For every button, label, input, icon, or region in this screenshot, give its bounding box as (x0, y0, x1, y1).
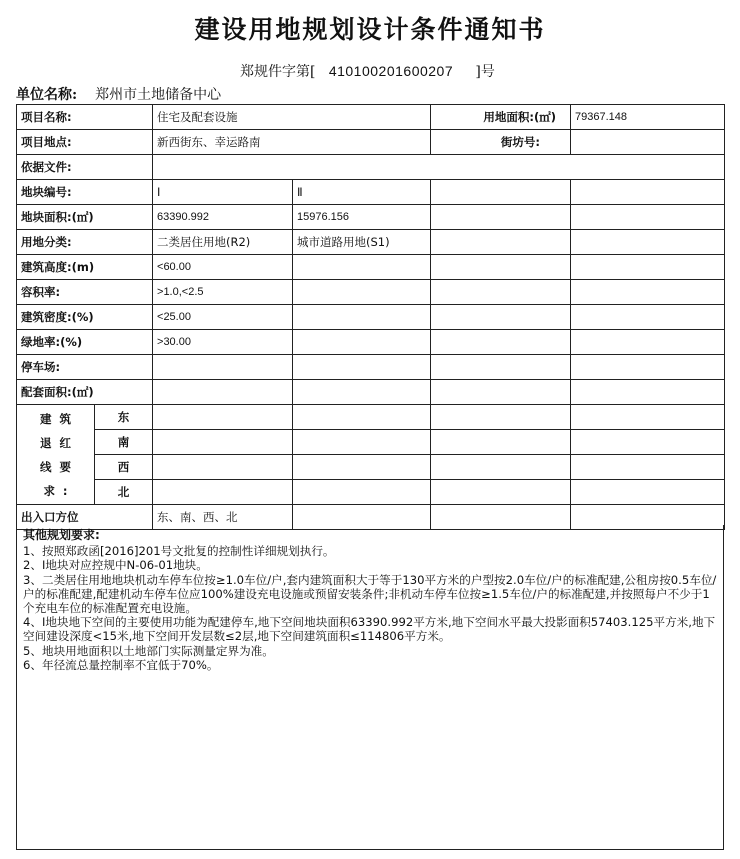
empty-cell (431, 305, 571, 330)
green-label: 绿地率:(%) (17, 330, 153, 355)
setback-label-line: 退红 (40, 435, 79, 450)
empty-cell (153, 355, 293, 380)
parcel-area-2: 15976.156 (293, 205, 431, 230)
requirement-item: 6、年径流总量控制率不宜低于70%。 (23, 657, 219, 672)
parcel-area-1: 63390.992 (153, 205, 293, 230)
basis-docs-value (153, 155, 725, 180)
empty-cell (293, 305, 431, 330)
empty-cell (571, 380, 725, 405)
project-name-value: 住宅及配套设施 (153, 105, 431, 130)
table-row (17, 205, 725, 230)
parcel-number-label: 地块编号: (17, 180, 153, 205)
empty-cell (571, 455, 725, 480)
empty-cell (431, 405, 571, 430)
land-area-label: 用地面积:(㎡) (431, 105, 571, 130)
parcel-number-1: Ⅰ (153, 180, 293, 205)
entrance-value: 东、南、西、北 (153, 505, 293, 530)
parcel-area-label: 地块面积:(㎡) (17, 205, 153, 230)
density-value: <25.00 (153, 305, 293, 330)
other-requirements-heading: 其他规划要求: (23, 528, 100, 542)
empty-cell (293, 355, 431, 380)
unit-name-line (16, 84, 221, 104)
empty-cell (431, 355, 571, 380)
land-class-label: 用地分类: (17, 230, 153, 255)
table-row (17, 480, 725, 505)
table-row (17, 130, 725, 155)
table-row (17, 430, 725, 455)
table-row (17, 255, 725, 280)
parcel-number-2: Ⅱ (293, 180, 431, 205)
empty-cell (293, 280, 431, 305)
far-value: >1.0,<2.5 (153, 280, 293, 305)
empty-cell (431, 380, 571, 405)
other-requirements (16, 525, 724, 850)
table-row (17, 280, 725, 305)
planning-conditions-table (16, 104, 725, 530)
empty-cell (293, 380, 431, 405)
requirement-item: 1、按照郑政函[2016]201号文批复的控制性详细规划执行。 (23, 544, 335, 559)
empty-cell (571, 280, 725, 305)
empty-cell (431, 205, 571, 230)
document-title: 建设用地规划设计条件通知书 (194, 15, 546, 44)
requirement-item: 4、Ⅰ地块地下空间的主要使用功能为配建停车,地下空间地块面积63390.992平方米,地下空间水平最大投影面积57403.125平方米,地下空间建设深度<15米,地下空间开发层数≤2层,地下空间建筑面积≤114806平方米。 (23, 615, 716, 644)
project-name-label: 项目名称: (17, 105, 153, 130)
empty-cell (293, 405, 431, 430)
empty-cell (571, 205, 725, 230)
setback-label-line: 求: (43, 483, 76, 498)
empty-cell (293, 455, 431, 480)
empty-cell (431, 180, 571, 205)
setback-west: 西 (95, 455, 153, 480)
street-no-label: 街坊号: (431, 130, 571, 155)
street-no-value (571, 130, 725, 155)
empty-cell (293, 255, 431, 280)
support-area-label: 配套面积:(㎡) (17, 380, 153, 405)
table-row (17, 305, 725, 330)
land-area-value: 79367.148 (571, 105, 725, 130)
empty-cell (431, 430, 571, 455)
empty-cell (431, 280, 571, 305)
setback-north: 北 (95, 480, 153, 505)
setback-south: 南 (95, 430, 153, 455)
requirement-item: 3、二类居住用地地块机动车停车位按≥1.0车位/户,套内建筑面积大于等于130平方米的户型按2.0车位/户的标准配建,公租房按0.5车位/户的标准配建,配建机动车停车位应100%建设充电设施或预留安装条件;非机动车停车位按≥1.5车位/户的标准配建,并按照每户不少于1个充电车位的标准配置充电设施。 (23, 572, 717, 616)
unit-label: 单位名称: (16, 87, 78, 103)
empty-cell (431, 455, 571, 480)
empty-cell (571, 305, 725, 330)
setback-label (17, 405, 95, 505)
doc-number-suffix: ]号 (475, 64, 495, 80)
setback-label-line: 建筑 (40, 411, 79, 426)
far-label: 容积率: (17, 280, 153, 305)
empty-cell (571, 355, 725, 380)
table-row (17, 405, 725, 430)
table-row (17, 180, 725, 205)
doc-number-prefix: 郑规件字第[ (240, 64, 316, 80)
green-value: >30.00 (153, 330, 293, 355)
land-class-2: 城市道路用地(S1) (293, 230, 431, 255)
unit-value: 郑州市土地储备中心 (95, 87, 222, 103)
document-number (240, 61, 495, 81)
table-row (17, 455, 725, 480)
doc-number-value: 410100201600207 (328, 63, 454, 79)
empty-cell (571, 230, 725, 255)
empty-cell (431, 330, 571, 355)
height-value: <60.00 (153, 255, 293, 280)
setback-east: 东 (95, 405, 153, 430)
empty-cell (571, 180, 725, 205)
requirement-item: 5、地块用地面积以土地部门实际测量定界为准。 (23, 643, 274, 658)
table-row (17, 230, 725, 255)
height-label: 建筑高度:(m) (17, 255, 153, 280)
empty-cell (571, 330, 725, 355)
project-site-value: 新西街东、幸运路南 (153, 130, 431, 155)
parking-label: 停车场: (17, 355, 153, 380)
setback-label-line: 线要 (40, 459, 79, 474)
table-row (17, 330, 725, 355)
empty-cell (571, 430, 725, 455)
empty-cell (571, 480, 725, 505)
density-label: 建筑密度:(%) (17, 305, 153, 330)
empty-cell (153, 430, 293, 455)
requirement-item: 2、Ⅰ地块对应控规中N-06-01地块。 (23, 558, 208, 573)
basis-docs-label: 依据文件: (17, 155, 153, 180)
project-site-label: 项目地点: (17, 130, 153, 155)
empty-cell (431, 230, 571, 255)
table-row (17, 355, 725, 380)
empty-cell (153, 480, 293, 505)
empty-cell (153, 405, 293, 430)
empty-cell (571, 405, 725, 430)
land-class-1: 二类居住用地(R2) (153, 230, 293, 255)
table-row (17, 380, 725, 405)
empty-cell (293, 480, 431, 505)
empty-cell (293, 430, 431, 455)
empty-cell (153, 455, 293, 480)
entrance-label: 出入口方位 (17, 505, 153, 530)
empty-cell (571, 255, 725, 280)
empty-cell (431, 255, 571, 280)
empty-cell (153, 380, 293, 405)
empty-cell (293, 330, 431, 355)
table-row (17, 155, 725, 180)
table-row (17, 105, 725, 130)
empty-cell (431, 480, 571, 505)
